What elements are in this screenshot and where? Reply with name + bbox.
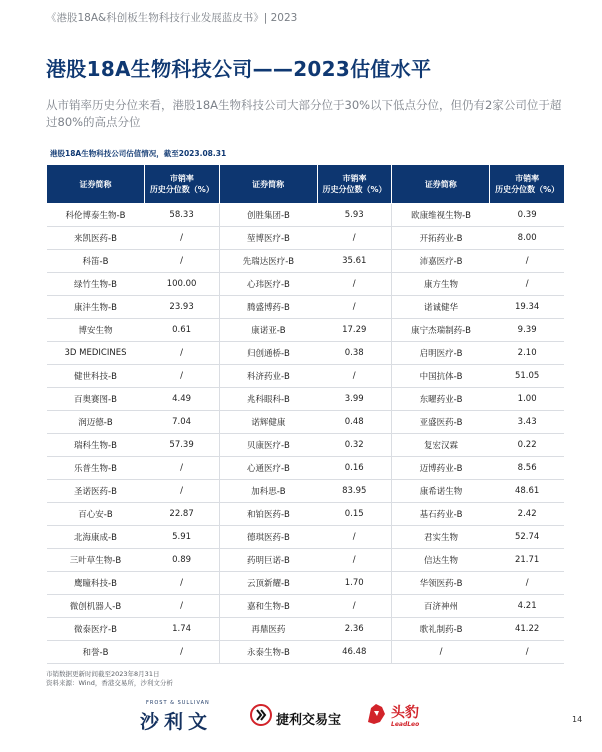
ps-percentile-cell: 1.00 [490,388,565,411]
jieli-logo [250,704,355,734]
company-name-cell: / [392,641,490,664]
company-name-cell: 诺辉健康 [219,411,317,434]
company-name-cell: 百济神州 [392,595,490,618]
company-name-cell: 健世科技-B [47,365,145,388]
company-name-cell: 兆科眼科-B [219,388,317,411]
company-name-cell: 贝康医疗-B [219,434,317,457]
company-name-cell: 药明巨诺-B [219,549,317,572]
page-number: 14 [572,715,583,724]
table-caption: 港股18A生物科技公司估值情况，截至2023.08.31 [50,149,227,158]
table-row [47,457,565,480]
table-row [47,434,565,457]
ps-percentile-cell: 0.61 [145,319,220,342]
table-row [47,595,565,618]
company-name-cell: 再鼎医药 [219,618,317,641]
company-name-cell: 基石药业-B [392,503,490,526]
company-name-cell: 东曜药业-B [392,388,490,411]
company-name-cell: 鹰瞳科技-B [47,572,145,595]
company-name-cell: 创胜集团-B [219,204,317,227]
header-name-2: 证券简称 [219,165,317,204]
ps-percentile-cell: / [145,365,220,388]
page-title: 港股18A生物科技公司——2023估值水平 [46,57,432,81]
ps-percentile-cell: 1.70 [317,572,392,595]
jieli-logo-text: 捷利交易宝 [276,713,342,728]
ps-percentile-cell: / [317,273,392,296]
ps-percentile-cell: / [317,526,392,549]
company-name-cell: 迈博药业-B [392,457,490,480]
ps-percentile-cell: 100.00 [145,273,220,296]
ps-percentile-cell: / [490,273,565,296]
frost-sullivan-logo-chinese: 沙利文 [140,711,213,733]
frost-sullivan-logo [140,700,240,736]
jieli-mark-icon [250,704,272,726]
ps-percentile-cell: / [317,227,392,250]
table-row [47,296,565,319]
company-name-cell: 信达生物 [392,549,490,572]
ps-percentile-cell: 7.04 [145,411,220,434]
ps-percentile-cell: 9.39 [490,319,565,342]
table-row [47,618,565,641]
footnote-source: 资料来源：Wind，香港交易所，沙利文分析 [46,679,173,687]
company-name-cell: 诺诚健华 [392,296,490,319]
table-row [47,503,565,526]
ps-percentile-cell: 1.74 [145,618,220,641]
report-header: 《港股18A&科创板生物科技行业发展蓝皮书》| 2023 [46,12,298,24]
company-name-cell: 科济药业-B [219,365,317,388]
ps-percentile-cell: 52.74 [490,526,565,549]
footnote-update-date: 市销数据更新时间截至2023年8月31日 [46,670,160,678]
ps-percentile-cell: / [145,342,220,365]
page-subtitle: 从市销率历史分位来看，港股18A生物科技公司大部分位于30%以下低点分位，但仍有2家公司位于超过80%的高点分位 [46,98,562,129]
company-name-cell: 圣诺医药-B [47,480,145,503]
ps-percentile-cell: 0.32 [317,434,392,457]
company-name-cell: 康方生物 [392,273,490,296]
header-value-1: 市销率 历史分位数（%） [145,165,220,204]
company-name-cell: 德琪医药-B [219,526,317,549]
table-row [47,572,565,595]
company-name-cell: 和铂医药-B [219,503,317,526]
ps-percentile-cell: 51.05 [490,365,565,388]
ps-percentile-cell: 5.93 [317,204,392,227]
company-name-cell: 三叶草生物-B [47,549,145,572]
table-row [47,365,565,388]
company-name-cell: 复宏汉霖 [392,434,490,457]
ps-percentile-cell: / [145,457,220,480]
ps-percentile-cell: 3.43 [490,411,565,434]
leadleo-logo-sub: LeadLeo [391,721,420,728]
ps-percentile-cell: / [145,595,220,618]
ps-percentile-cell: 3.99 [317,388,392,411]
table-row [47,342,565,365]
company-name-cell: 微创机器人-B [47,595,145,618]
ps-percentile-cell: 23.93 [145,296,220,319]
table-header-row [47,165,565,204]
table-body [47,204,565,664]
table-row [47,480,565,503]
ps-percentile-cell: 2.10 [490,342,565,365]
leadleo-logo [365,700,445,736]
ps-percentile-cell: / [490,641,565,664]
company-name-cell: 心玮医疗-B [219,273,317,296]
ps-percentile-cell: 46.48 [317,641,392,664]
valuation-table [46,164,565,664]
ps-percentile-cell: 0.15 [317,503,392,526]
ps-percentile-cell: 4.21 [490,595,565,618]
ps-percentile-cell: 83.95 [317,480,392,503]
company-name-cell: 北海康成-B [47,526,145,549]
company-name-cell: 心通医疗-B [219,457,317,480]
ps-percentile-cell: 58.33 [145,204,220,227]
company-name-cell: 科笛-B [47,250,145,273]
ps-percentile-cell: / [145,641,220,664]
company-name-cell: 先瑞达医疗-B [219,250,317,273]
company-name-cell: 康希诺生物 [392,480,490,503]
frost-sullivan-logo-small: FROST & SULLIVAN [146,700,210,706]
footnotes [46,670,173,688]
ps-percentile-cell: 0.22 [490,434,565,457]
company-name-cell: 华领医药-B [392,572,490,595]
company-name-cell: 和誉-B [47,641,145,664]
ps-percentile-cell: 2.36 [317,618,392,641]
ps-percentile-cell: 17.29 [317,319,392,342]
company-name-cell: 来凯医药-B [47,227,145,250]
ps-percentile-cell: 2.42 [490,503,565,526]
ps-percentile-cell: / [145,250,220,273]
company-name-cell: 加科思-B [219,480,317,503]
ps-percentile-cell: 0.89 [145,549,220,572]
ps-percentile-cell: 21.71 [490,549,565,572]
company-name-cell: 嘉和生物-B [219,595,317,618]
ps-percentile-cell: 4.49 [145,388,220,411]
ps-percentile-cell: / [317,595,392,618]
table-row [47,227,565,250]
ps-percentile-cell: / [490,250,565,273]
ps-percentile-cell: 57.39 [145,434,220,457]
company-name-cell: 云顶新耀-B [219,572,317,595]
company-name-cell: 欧康维视生物-B [392,204,490,227]
company-name-cell: 康宁杰瑞制药-B [392,319,490,342]
leadleo-mark-icon [365,702,387,726]
company-name-cell: 康沣生物-B [47,296,145,319]
company-name-cell: 瑞科生物-B [47,434,145,457]
ps-percentile-cell: 35.61 [317,250,392,273]
header-name-1: 证券简称 [47,165,145,204]
ps-percentile-cell: / [145,227,220,250]
company-name-cell: 3D MEDICINES [47,342,145,365]
company-name-cell: 沛嘉医疗-B [392,250,490,273]
company-name-cell: 百奥赛图-B [47,388,145,411]
table-row [47,388,565,411]
ps-percentile-cell: / [145,572,220,595]
company-name-cell: 康诺亚-B [219,319,317,342]
ps-percentile-cell: / [317,365,392,388]
company-name-cell: 亚盛医药-B [392,411,490,434]
company-name-cell: 归创通桥-B [219,342,317,365]
ps-percentile-cell: 5.91 [145,526,220,549]
company-name-cell: 歌礼制药-B [392,618,490,641]
header-name-3: 证券简称 [392,165,490,204]
table-row [47,641,565,664]
company-name-cell: 博安生物 [47,319,145,342]
ps-percentile-cell: / [317,296,392,319]
ps-percentile-cell: / [317,549,392,572]
company-name-cell: 中国抗体-B [392,365,490,388]
table-row [47,526,565,549]
company-name-cell: 绿竹生物-B [47,273,145,296]
company-name-cell: 润迈德-B [47,411,145,434]
ps-percentile-cell: 0.38 [317,342,392,365]
table-row [47,549,565,572]
company-name-cell: 乐普生物-B [47,457,145,480]
table-row [47,204,565,227]
ps-percentile-cell: 0.48 [317,411,392,434]
partner-logos [140,700,470,736]
company-name-cell: 百心安-B [47,503,145,526]
company-name-cell: 科伦博泰生物-B [47,204,145,227]
header-value-2: 市销率 历史分位数（%） [317,165,392,204]
table-row [47,250,565,273]
leadleo-logo-text: 头豹 [391,705,419,721]
ps-percentile-cell: 19.34 [490,296,565,319]
table-row [47,319,565,342]
company-name-cell: 开拓药业-B [392,227,490,250]
ps-percentile-cell: 8.00 [490,227,565,250]
company-name-cell: 微泰医疗-B [47,618,145,641]
table-row [47,273,565,296]
table-row [47,411,565,434]
ps-percentile-cell: / [490,572,565,595]
company-name-cell: 腾盛博药-B [219,296,317,319]
header-value-3: 市销率 历史分位数（%） [490,165,565,204]
ps-percentile-cell: 8.56 [490,457,565,480]
ps-percentile-cell: 0.39 [490,204,565,227]
ps-percentile-cell: 41.22 [490,618,565,641]
company-name-cell: 永泰生物-B [219,641,317,664]
company-name-cell: 堃博医疗-B [219,227,317,250]
company-name-cell: 启明医疗-B [392,342,490,365]
ps-percentile-cell: 22.87 [145,503,220,526]
ps-percentile-cell: 48.61 [490,480,565,503]
ps-percentile-cell: 0.16 [317,457,392,480]
company-name-cell: 君实生物 [392,526,490,549]
ps-percentile-cell: / [145,480,220,503]
